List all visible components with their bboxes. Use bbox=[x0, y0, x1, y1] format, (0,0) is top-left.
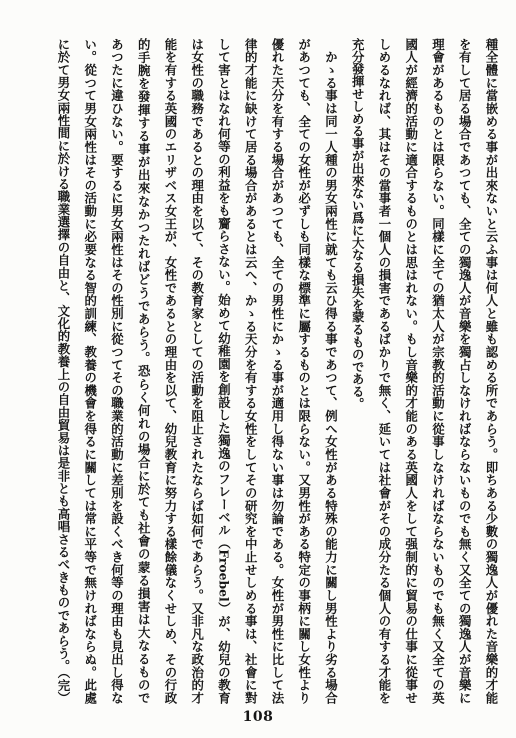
text-line: 的手腕を發揮する事が出來なかつたればどうであらう。恐らく何れの場合に於ても社會の蒙る損害は大なるもので bbox=[136, 38, 152, 704]
text-line: を有して居る場合であつても、全ての獨逸人が音樂を獨占しなければならないものでも無く又全ての獨逸人が音樂に bbox=[457, 38, 473, 704]
text-line: 優れた天分を有する場合があつても、全ての男性にかゝる事が適用し得ない事は勿論である。女性が男性に比して法 bbox=[270, 38, 285, 704]
text-line: して害とはなれ何等の利益をも齎らさない。始めて幼稚園を創設した獨逸のフレーベル（Froebel）が、幼兒の教育 bbox=[216, 38, 232, 704]
text-line: 理會があるものとは限らない。同樣に全ての猶太人が宗教的活動に從事しなければならないものでも無く又全ての英 bbox=[430, 38, 446, 704]
text-line: があつても、全ての女性が必ずしも同樣な標準に屬するものとは限らない。又男性がある特定の事柄に關し女性より bbox=[296, 38, 312, 704]
text-line: しめるなれば、其はその當事者一個人の損害であるばかりで無く、延いては社會がその成分たる個人の有する才能を bbox=[377, 38, 392, 704]
text-line: 種全體に當嵌める事が出來ないと云ふ事は何人と雖も認める所であらう。即ちある少數の獨逸人が優れた音樂的才能 bbox=[484, 38, 499, 704]
text-line: 能を有する英國のエリザベス女王が、女性であるとの理由を以て、幼兒教育に努力する樣餘儀なくせしめ、その行政 bbox=[163, 38, 178, 704]
text-line: 律的才能に缺けて居る場合があるとは云へ、かゝる天分を有する女性をしてその研究を中止せしめる事は、社會に對 bbox=[243, 38, 259, 704]
body-text bbox=[49, 38, 504, 704]
text-line: 國人が經濟的活動に適合するものとは思はれない。もし音樂的才能のある英國人をして强制的に貿易の仕事に從事せ bbox=[403, 38, 419, 704]
text-line: かゝる事は同一人種の男女兩性に就ても云ひ得る事であつて、例へ女性がある特殊の能力に關し男性より劣る場合 bbox=[323, 38, 339, 704]
text-line: あつたに違ひない。要するに男女兩性はその性別に從つてその職業的活動に差別を設くべき何等の理由も見出し得な bbox=[109, 38, 125, 704]
page-number: 108 bbox=[242, 709, 274, 725]
text-line: は女性の職務であるとの理由を以て、その教育家としての活動を阻止されたならば如何であらう。又非凡な政治的才 bbox=[189, 38, 205, 704]
text-line: 充分發揮せしめる事が出來ない爲に大なる損失を蒙るものである。 bbox=[350, 38, 366, 410]
text-line: に於て男女兩性間に於ける職業選擇の自由と、文化的教養上の自由貿易は是非とも高唱さるべきものであらう。（完） bbox=[56, 38, 71, 704]
text-line: い。從つて男女兩性はその活動に必要なる智的訓練、教養の機會を得るに關しては常に平等で無ければならぬ。此處 bbox=[82, 38, 98, 704]
